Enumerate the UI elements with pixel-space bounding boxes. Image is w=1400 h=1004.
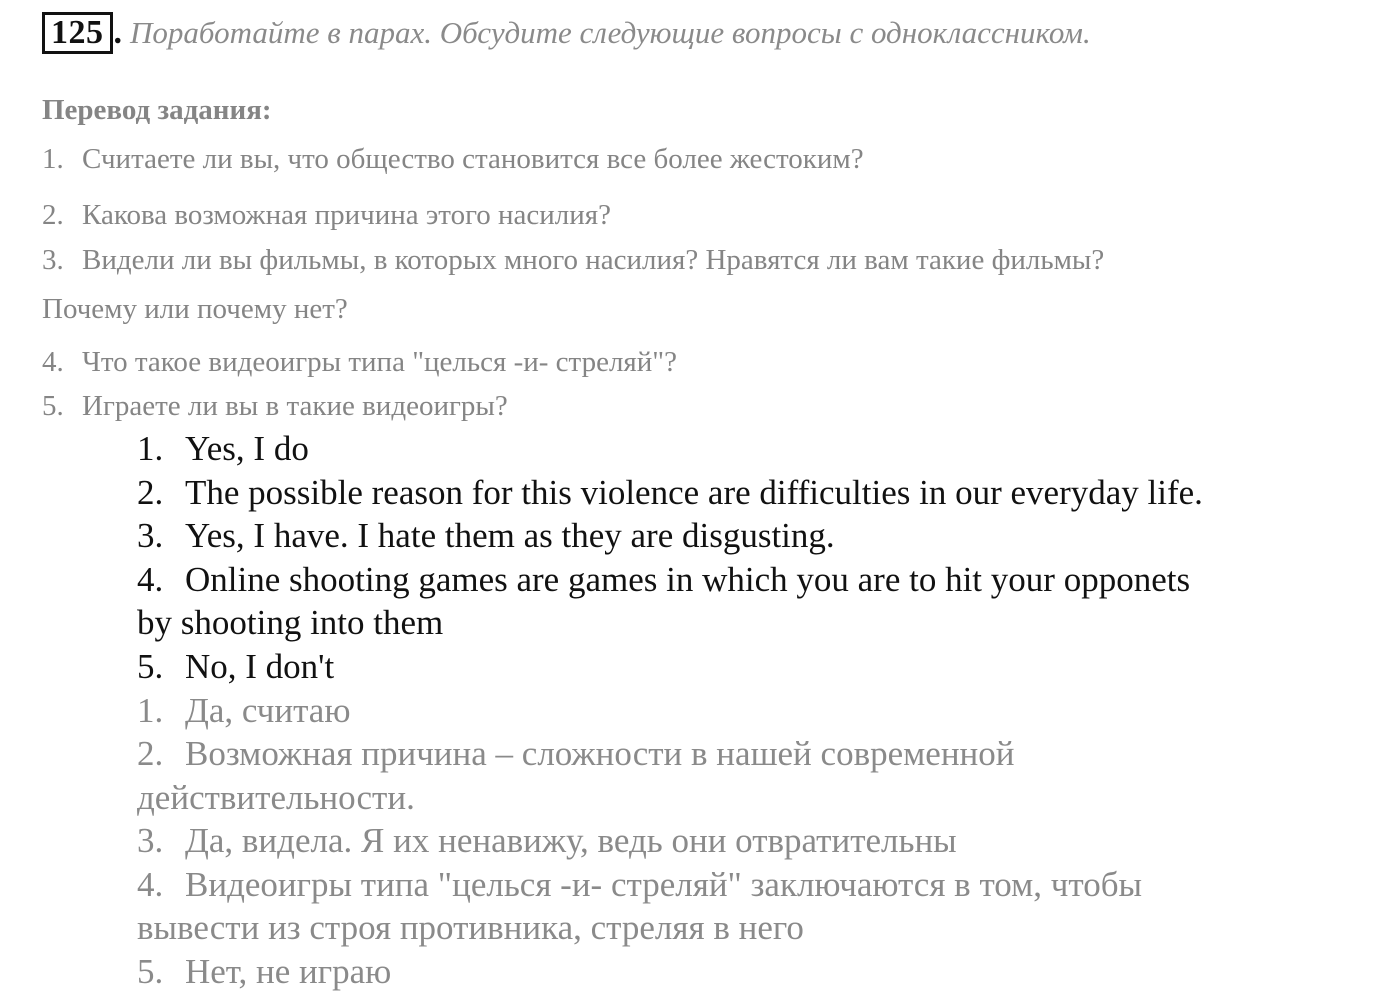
answer-ru-continuation [137, 908, 804, 948]
translation-title: Перевод задания: [42, 94, 272, 126]
answer-ru [137, 865, 1142, 905]
answer-number: 2. [137, 473, 164, 512]
question-number: 4. [42, 346, 64, 378]
answer-en [137, 647, 334, 687]
answer-en [137, 473, 1203, 513]
exercise-header [42, 12, 1091, 54]
answer-text: No, I don't [185, 647, 335, 686]
answer-number: 5. [137, 952, 164, 991]
answer-text: Yes, I have. I hate them as they are disgusting. [185, 516, 835, 555]
question-text: Почему или почему нет? [42, 293, 348, 325]
answer-text: Возможная причина – сложности в нашей современной [185, 734, 1015, 773]
answer-text: The possible reason for this violence are difficulties in our everyday life. [185, 473, 1203, 512]
answer-ru [137, 734, 1015, 774]
answer-number: 3. [137, 821, 164, 860]
question-text: Видели ли вы фильмы, в которых много насилия? Нравятся ли вам такие фильмы? [82, 244, 1105, 276]
answer-text: Online shooting games are games in which you are to hit your opponets [185, 560, 1191, 599]
answer-ru [137, 952, 391, 992]
question-number: 2. [42, 199, 64, 231]
answer-text: вывести из строя противника, стреляя в него [137, 908, 804, 947]
answer-text: действительности. [137, 778, 415, 817]
answer-number: 1. [137, 429, 164, 468]
translation-question [42, 346, 677, 379]
translation-question [42, 244, 1104, 277]
question-number: 5. [42, 390, 64, 422]
question-text: Считаете ли вы, что общество становится все более жестоким? [82, 143, 864, 175]
answer-text: Yes, I do [185, 429, 309, 468]
exercise-number: 125 [42, 12, 113, 54]
answer-text: Нет, не играю [185, 952, 392, 991]
answer-number: 5. [137, 647, 164, 686]
answer-text: Видеоигры типа "целься -и- стреляй" заключаются в том, чтобы [185, 865, 1143, 904]
answer-ru-continuation [137, 778, 415, 818]
answer-number: 1. [137, 691, 164, 730]
answer-ru [137, 821, 957, 861]
exercise-number-dot: . [113, 14, 122, 51]
answer-en [137, 429, 309, 469]
translation-question [42, 390, 508, 423]
answer-text: Да, видела. Я их ненавижу, ведь они отвратительны [185, 821, 957, 860]
answer-number: 4. [137, 560, 164, 599]
translation-question [42, 199, 611, 232]
translation-question-continuation [42, 293, 348, 326]
answer-en-continuation [137, 603, 443, 643]
answer-number: 3. [137, 516, 164, 555]
answer-en [137, 516, 835, 556]
question-number: 3. [42, 244, 64, 276]
answer-number: 2. [137, 734, 164, 773]
answer-text: Да, считаю [185, 691, 351, 730]
exercise-instruction: Поработайте в парах. Обсудите следующие вопросы с одноклассником. [130, 15, 1091, 50]
translation-question [42, 143, 864, 176]
answer-ru [137, 691, 350, 731]
answer-text: by shooting into them [137, 603, 444, 642]
question-text: Играете ли вы в такие видеоигры? [82, 390, 508, 422]
question-text: Какова возможная причина этого насилия? [82, 199, 611, 231]
question-number: 1. [42, 143, 64, 175]
answer-en [137, 560, 1190, 600]
answer-number: 4. [137, 865, 164, 904]
question-text: Что такое видеоигры типа "целься -и- стреляй"? [82, 346, 677, 378]
